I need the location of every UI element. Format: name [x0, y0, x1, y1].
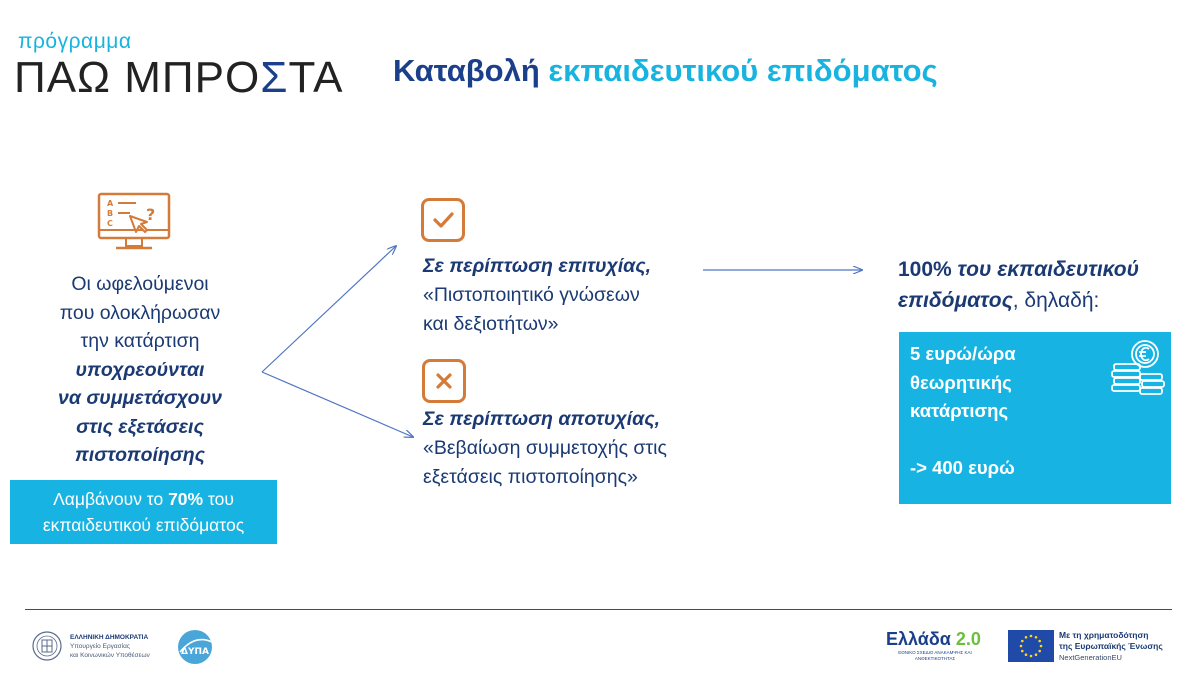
cross-mark-icon [425, 362, 463, 400]
title-part1: Καταβολή [393, 53, 540, 88]
eu-funding-line: Με τη χρηματοδότηση [1059, 630, 1149, 640]
check-mark-icon [424, 201, 462, 239]
obligation-line: να συμμετάσχουν [58, 387, 222, 409]
success-line: «Πιστοποιητικό γνώσεων [423, 284, 640, 306]
greece-2-subtitle: ΕΘΝΙΚΟ ΣΧΕΔΙΟ ΑΝΑΚΑΜΨΗΣ ΚΑΙ ΑΝΘΕΚΤΙΚΟΤΗΤΑΣ [898, 650, 972, 661]
svg-text:C: C [107, 219, 113, 228]
obligation-line: στις εξετάσεις [76, 415, 204, 438]
dypa-logo-text: ΔΥΠΑ [181, 647, 209, 657]
logo-text-part1: ΠΑΩ ΜΠΡΟ [14, 53, 261, 102]
fail-line: εξετάσεις πιστοποίησης» [423, 466, 638, 488]
program-logo [14, 53, 344, 102]
obligation-line: πιστοποίησης [74, 444, 206, 466]
rate-gap [910, 426, 1171, 454]
fail-heading: Σε περίπτωση αποτυχίας, [423, 408, 660, 430]
ministry-label [70, 633, 180, 660]
beneficiaries-line: Οι ωφελούμενοι [71, 273, 209, 295]
footer-divider [25, 609, 1172, 610]
fail-block [423, 405, 723, 492]
greece-2-name: Ελλάδα [886, 629, 956, 649]
euro-coins-icon [1110, 338, 1166, 398]
success-heading: Σε περίπτωση επιτυχίας, [423, 255, 652, 277]
rate-line: κατάρτισης [910, 400, 1009, 421]
full-allowance-suffix: , δηλαδή: [1012, 289, 1100, 312]
full-allowance-rest: του εκπαιδευτικού [951, 258, 1139, 281]
success-line: και δεξιοτήτων» [423, 313, 559, 335]
greece-2-version: 2.0 [955, 629, 981, 649]
arrow-to-fail [262, 372, 413, 437]
ministry-line: και Κοινωνικών Υποθέσεων [70, 652, 150, 659]
allowance-70-line1 [10, 486, 277, 512]
logo-text-accent: Σ [260, 53, 289, 102]
full-allowance-line2 [898, 285, 1198, 316]
full-allowance-heading [898, 254, 1198, 316]
eu-funding-line: της Ευρωπαϊκής Ένωσης [1059, 641, 1163, 651]
beneficiaries-line: που ολοκλήρωσαν [59, 301, 221, 324]
allowance-suffix: του [203, 489, 234, 509]
allowance-prefix: Λαμβάνουν το [53, 489, 169, 509]
arrow-to-success [262, 246, 396, 372]
logo-text-part2: ΤΑ [288, 53, 344, 102]
full-allowance-bold: επιδόματος [898, 289, 1013, 312]
svg-text:A: A [107, 199, 114, 208]
svg-text:B: B [107, 209, 114, 218]
ministry-line: ΕΛΛΗΝΙΚΗ ΔΗΜΟΚΡΑΤΙΑ [70, 634, 149, 641]
page-title [393, 52, 938, 89]
greece-2-wordmark [886, 628, 1004, 650]
beneficiaries-text [22, 270, 258, 470]
rate-result: -> 400 ευρώ [910, 456, 1015, 478]
rate-line: θεωρητικής [910, 371, 1012, 393]
allowance-70-box [10, 480, 277, 544]
program-logo-small: πρόγραμμα [18, 30, 132, 53]
full-allowance-percent: 100% [898, 258, 952, 281]
eu-flag-icon [1008, 630, 1054, 662]
ministry-line: Υπουργείο Εργασίας [70, 643, 130, 650]
eu-funding-program: NextGenerationEU [1059, 653, 1122, 662]
allowance-70-line2: εκπαιδευτικού επιδόματος [42, 515, 245, 535]
allowance-percent: 70% [168, 489, 204, 509]
eu-funding-label [1059, 630, 1163, 663]
greece-2-logo [886, 628, 1004, 662]
fail-line: «Βεβαίωση συμμετοχής στις [423, 437, 667, 459]
greek-emblem-icon [31, 630, 63, 662]
dypa-logo [172, 628, 218, 666]
x-icon [422, 359, 466, 403]
computer-test-icon [96, 192, 172, 252]
title-part2: εκπαιδευτικού επιδόματος [548, 53, 938, 88]
obligation-line: υποχρεούνται [75, 358, 205, 381]
beneficiaries-line: την κατάρτιση [80, 330, 200, 352]
svg-text:?: ? [146, 205, 156, 224]
check-icon [421, 198, 465, 242]
rate-line: 5 ευρώ/ώρα [910, 343, 1016, 364]
success-block [423, 252, 703, 339]
full-allowance-line1 [898, 254, 1198, 285]
